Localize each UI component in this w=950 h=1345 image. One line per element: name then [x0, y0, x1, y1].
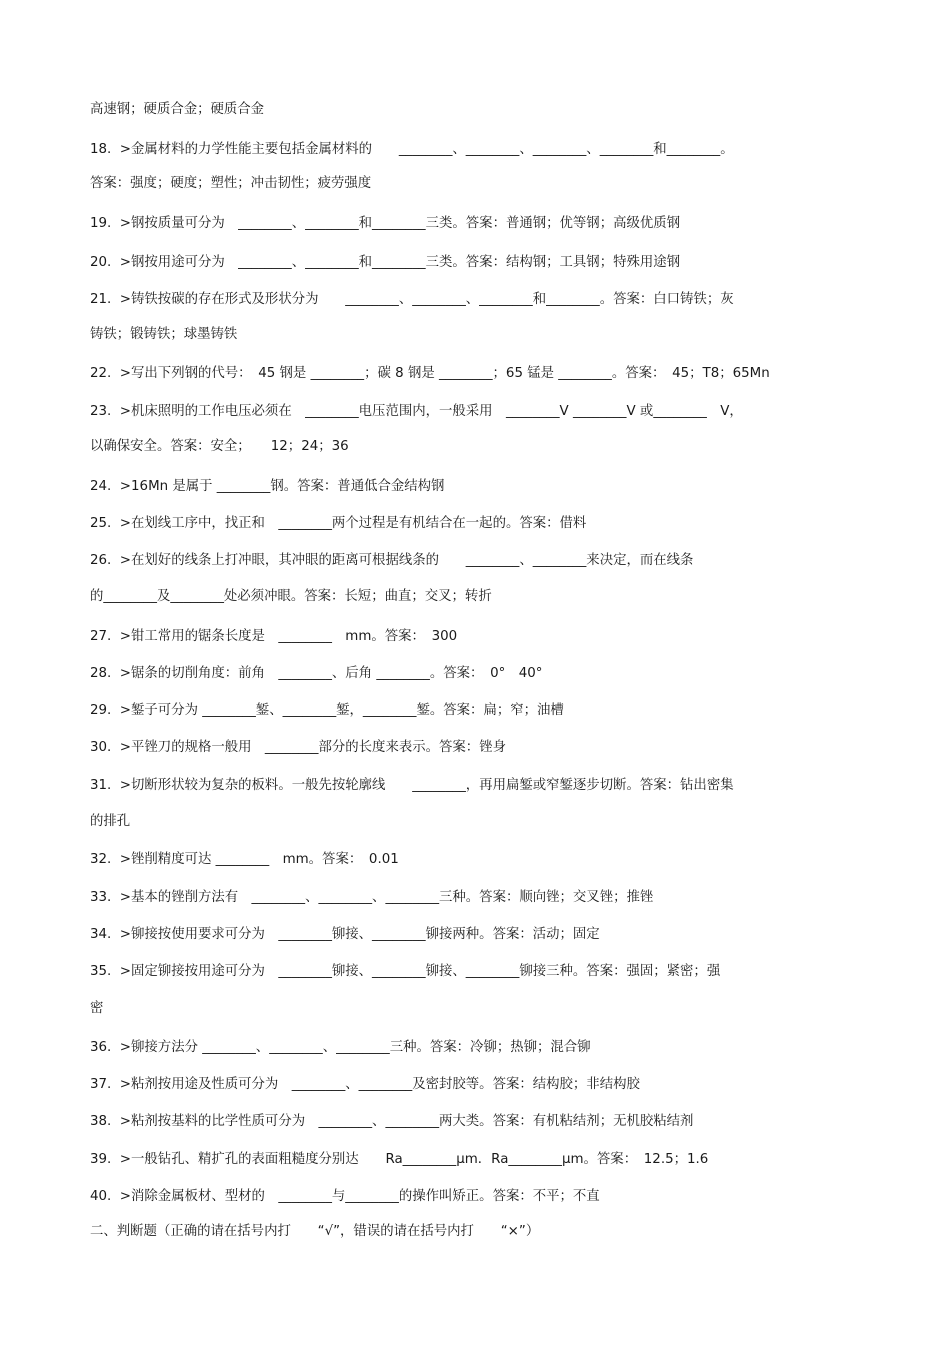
question-27: 27. >钳工常用的锯条长度是 ________ mm。答案： 300	[90, 629, 458, 644]
question-34: 34. >铆接按使用要求可分为 ________铆接、________铆接两种。答案：活动；固定	[90, 927, 600, 942]
question-25: 25. >在划线工序中，找正和 ________两个过程是有机结合在一起的。答案：借料	[90, 516, 587, 531]
question-39: 39. >一般钻孔、精扩孔的表面粗糙度分别达 Ra________μm．Ra________μm。答案： 12.5；1.6	[90, 1152, 709, 1167]
question-31-cont: 的排孔	[90, 814, 131, 829]
question-19: 19. >钢按质量可分为 ________、________和________三类。答案：普通钢；优等钢；高级优质钢	[90, 216, 681, 231]
question-24: 24. >16Mn 是属于 ________钢。答案：普通低合金结构钢	[90, 479, 445, 494]
question-32: 32. >锉削精度可达 ________ mm。答案： 0.01	[90, 852, 399, 867]
question-26-cont: 的________及________处必须冲眼。答案：长短；曲直；交叉；转折	[90, 589, 492, 604]
question-23: 23. >机床照明的工作电压必须在 ________电压范围内，一般采用 ________V ________V 或________ V，	[90, 404, 743, 419]
answer-line-18: 答案：强度；硬度；塑性；冲击韧性；疲劳强度	[90, 176, 372, 191]
question-33: 33. >基本的锉削方法有 ________、________、________三种。答案：顺向锉；交叉锉；推锉	[90, 890, 654, 905]
question-18: 18. >金属材料的力学性能主要包括金属材料的 ________、________、________、________和________。	[90, 142, 734, 157]
question-21: 21. >铸铁按碳的存在形式及形状分为 ________、________、________和________。答案：白口铸铁；灰	[90, 292, 734, 307]
question-35-cont: 密	[90, 1001, 104, 1016]
question-20: 20. >钢按用途可分为 ________、________和________三类。答案：结构钢；工具钢；特殊用途钢	[90, 255, 681, 270]
answer-line-17-cont: 高速钢；硬质合金；硬质合金	[90, 102, 265, 117]
question-30: 30. >平锉刀的规格一般用 ________部分的长度来表示。答案：锉身	[90, 740, 506, 755]
question-21-cont: 铸铁；锻铸铁；球墨铸铁	[90, 327, 238, 342]
question-26: 26. >在划好的线条上打冲眼，其冲眼的距离可根据线条的 ________、________来决定，而在线条	[90, 553, 694, 568]
question-22: 22. >写出下列钢的代号： 45 钢是 ________；碳 8 钢是 ________；65 锰是 ________。答案： 45；T8；65Mn	[90, 366, 770, 381]
question-40: 40. >消除金属板材、型材的 ________与________的操作叫矫正。答案：不平；不直	[90, 1189, 600, 1204]
question-38: 38. >粘剂按基料的比学性质可分为 ________、________两大类。答案：有机粘结剂；无机胶粘结剂	[90, 1114, 694, 1129]
question-31: 31. >切断形状较为复杂的板料。一般先按轮廓线 ________，再用扁錾或窄錾逐步切断。答案：钻出密集	[90, 778, 734, 793]
question-35: 35. >固定铆接按用途可分为 ________铆接、________铆接、________铆接三种。答案：强固；紧密；强	[90, 964, 721, 979]
section-heading-true-false: 二、判断题（正确的请在括号内打 “√”，错误的请在括号内打 “×”）	[90, 1224, 540, 1239]
question-37: 37. >粘剂按用途及性质可分为 ________、________及密封胶等。答案：结构胶；非结构胶	[90, 1077, 640, 1092]
question-29: 29. >錾子可分为 ________錾、________錾，________錾。答案：扁；窄；油槽	[90, 703, 564, 718]
question-28: 28. >锯条的切削角度：前角 ________、后角 ________。答案： 0° 40°	[90, 666, 543, 681]
question-36: 36. >铆接方法分 ________、________、________三种。答案：冷铆；热铆；混合铆	[90, 1040, 591, 1055]
question-23-cont: 以确保安全。答案：安全； 12；24；36	[90, 439, 349, 454]
